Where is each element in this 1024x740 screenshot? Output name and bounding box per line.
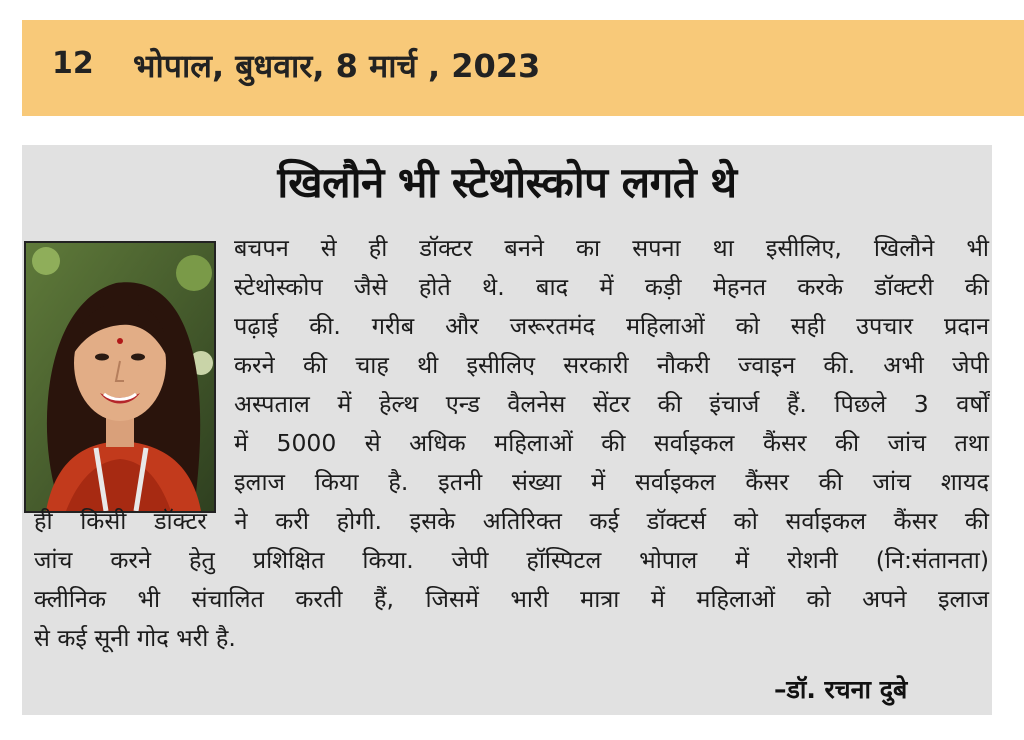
article-line: से कई सूनी गोद भरी है. — [34, 624, 236, 652]
author-byline: –डॉ. रचना दुबे — [774, 675, 908, 704]
article-line: करने की चाह थी इसीलिए सरकारी नौकरी ज्वाइन की. अभी जेपी — [234, 351, 989, 379]
article-line: ही किसी डॉक्टर ने करी होगी. इसके अतिरिक्त कई डॉक्टर्स को सर्वाइकल कैंसर की — [34, 507, 989, 535]
article-line: क्लीनिक भी संचालित करती हैं, जिसमें भारी मात्रा में महिलाओं को अपने इलाज — [34, 585, 989, 613]
article-headline: खिलौने भी स्टेथोस्कोप लगते थे — [277, 158, 737, 207]
page-number: 12 — [52, 46, 94, 81]
article-line: इलाज किया है. इतनी संख्या में सर्वाइकल कैंसर की जांच शायद — [234, 468, 989, 496]
article-line: बचपन से ही डॉक्टर बनने का सपना था इसीलिए, खिलौने भी — [234, 234, 989, 262]
article-box — [22, 145, 992, 715]
dateline: भोपाल, बुधवार, 8 मार्च , 2023 — [133, 47, 541, 85]
article-line: स्टेथोस्कोप जैसे होते थे. बाद में कड़ी मेहनत करके डॉक्टरी की — [234, 273, 989, 301]
author-photo — [24, 241, 216, 513]
article-line: में 5000 से अधिक महिलाओं की सर्वाइकल कैंसर की जांच तथा — [234, 429, 989, 457]
article-line: पढ़ाई की. गरीब और जरूरतमंद महिलाओं को सही उपचार प्रदान — [234, 312, 989, 340]
article-line: जांच करने हेतु प्रशिक्षित किया. जेपी हॉस्पिटल भोपाल में रोशनी (नि:संतानता) — [34, 546, 989, 574]
article-line: अस्पताल में हेल्थ एन्ड वैलनेस सेंटर की इंचार्ज हैं. पिछले 3 वर्षों — [234, 390, 989, 418]
